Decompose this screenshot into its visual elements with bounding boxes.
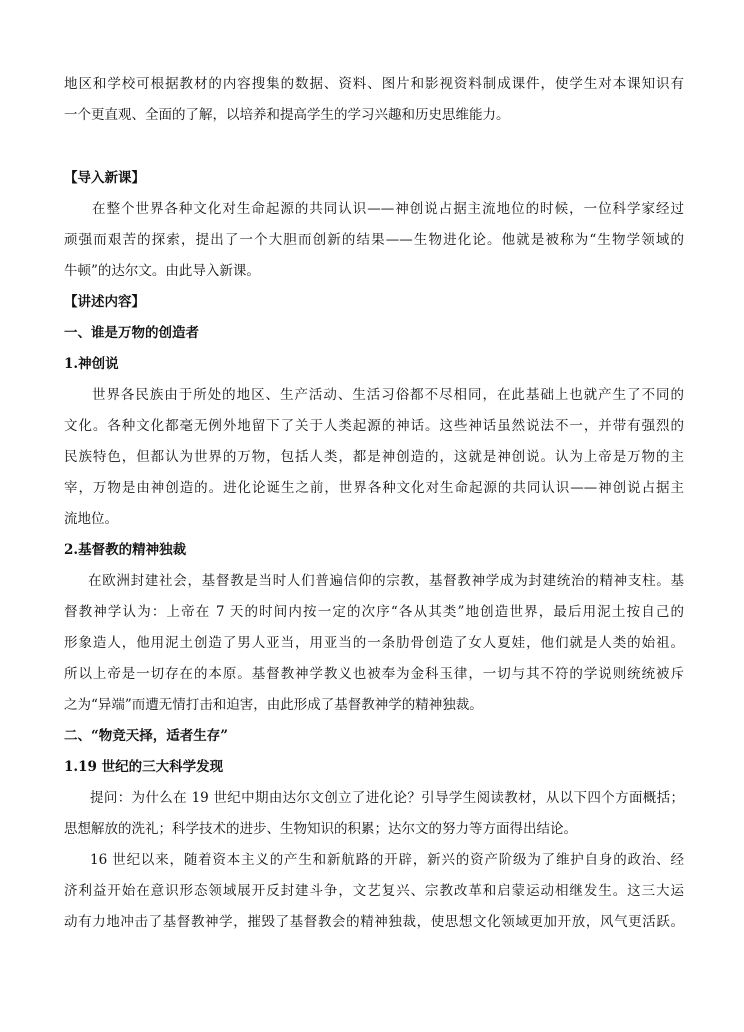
section-2-sub-1-title: 1.19 世纪的三大科学发现 xyxy=(64,759,224,775)
paragraph-line: 流地位。 xyxy=(64,511,118,527)
paragraph-line: 文化。各种文化都毫无例外地留下了关于人类起源的神话。这些神话虽然说法不一，并带有强烈的 xyxy=(64,418,684,434)
section-1-sub-1-title: 1.神创说 xyxy=(64,356,119,372)
paragraph-line: 宰，万物是由神创造的。进化论诞生之前，世界各种文化对生命起源的共同认识——神创说占据主 xyxy=(64,480,684,496)
section-1-title: 一、谁是万物的创造者 xyxy=(64,325,199,341)
paragraph-line: 动有力地冲击了基督教神学，摧毁了基督教会的精神独裁，使思想文化领域更加开放，风气更活跃。 xyxy=(64,914,684,930)
lead-in-heading: 【导入新课】 xyxy=(64,170,145,186)
paragraph-line: 在欧洲封建社会，基督教是当时人们普遍信仰的宗教，基督教神学成为封建统治的精神支柱。基 xyxy=(88,573,684,589)
paragraph-line: 提问：为什么在 19 世纪中期由达尔文创立了进化论？引导学生阅读教材，从以下四个方面概括； xyxy=(90,790,684,806)
paragraph-line: 之为“异端”而遭无情打击和迫害，由此形成了基督教神学的精神独裁。 xyxy=(64,697,483,713)
content-heading: 【讲述内容】 xyxy=(64,294,145,310)
intro-line-2: 一个更直观、全面的了解，以培养和提高学生的学习兴趣和历史思维能力。 xyxy=(64,107,510,123)
paragraph-line: 世界各民族由于所处的地区、生产活动、生活习俗都不尽相同，在此基础上也就产生了不同的 xyxy=(92,387,684,403)
lead-in-line-1: 在整个世界各种文化对生命起源的共同认识——神创说占据主流地位的时候，一位科学家经过 xyxy=(92,201,684,217)
paragraph-line: 16 世纪以来，随着资本主义的产生和新航路的开辟，新兴的资产阶级为了维护自身的政治、经 xyxy=(90,852,684,868)
paragraph-line: 济利益开始在意识形态领域展开反封建斗争，文艺复兴、宗教改革和启蒙运动相继发生。这三大运 xyxy=(64,883,684,899)
intro-line-1: 地区和学校可根据教材的内容搜集的数据、资料、图片和影视资料制成课件，使学生对本课知识有 xyxy=(64,76,684,92)
section-2-title: 二、“物竞天择，适者生存” xyxy=(64,728,229,744)
paragraph-line: 形象造人，他用泥土创造了男人亚当，用亚当的一条肋骨创造了女人夏娃，他们就是人类的始祖。 xyxy=(64,635,684,651)
paragraph-line: 民族特色，但都认为世界的万物，包括人类，都是神创造的，这就是神创说。认为上帝是万物的主 xyxy=(64,449,684,465)
paragraph-line: 所以上帝是一切存在的本原。基督教神学教义也被奉为金科玉律，一切与其不符的学说则统统被斥 xyxy=(64,666,684,682)
lead-in-line-3: 牛顿”的达尔文。由此导入新课。 xyxy=(64,263,260,279)
lead-in-line-2: 顽强而艰苦的探索，提出了一个大胆而创新的结果——生物进化论。他就是被称为“生物学领域的 xyxy=(64,232,684,248)
paragraph-line: 督教神学认为：上帝在 7 天的时间内按一定的次序“各从其类”地创造世界，最后用泥土按自己的 xyxy=(64,604,684,620)
paragraph-line: 思想解放的洗礼；科学技术的进步、生物知识的积累；达尔文的努力等方面得出结论。 xyxy=(64,821,577,837)
section-1-sub-2-title: 2.基督教的精神独裁 xyxy=(64,542,187,558)
